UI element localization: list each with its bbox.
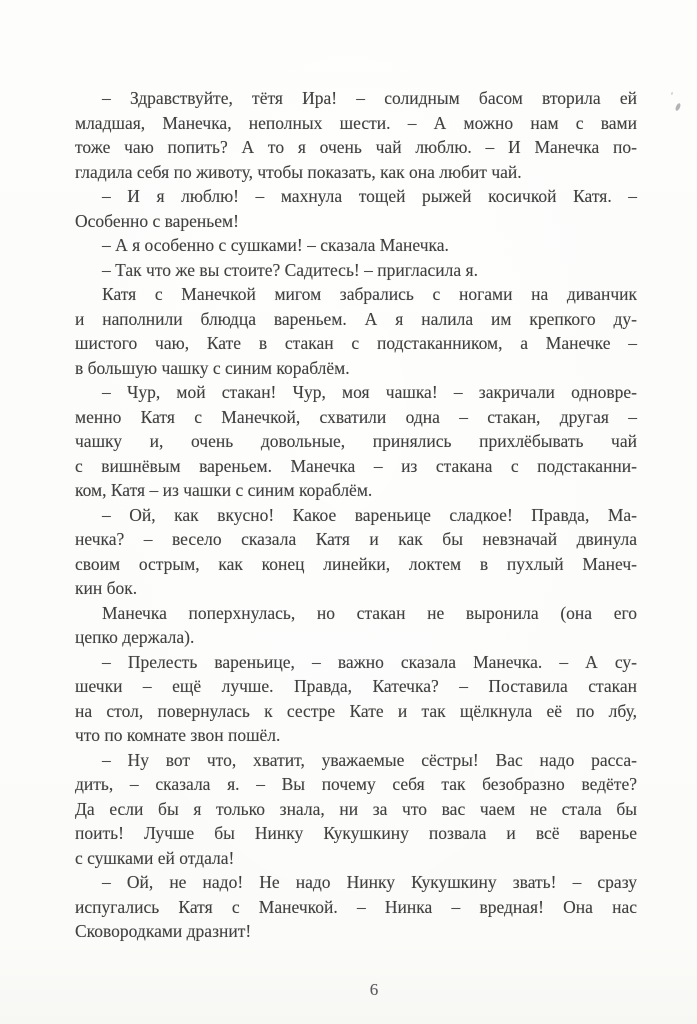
text-line: и наполнили блюдца вареньем. А я налила им крепкого ду- (75, 308, 637, 329)
text-line: поить! Лучше бы Нинку Кукушкину позвала и всё варенье (75, 823, 637, 843)
paragraph (75, 503, 637, 601)
text-line: с вишнёвым вареньем. Манечка – из стакана с подстаканни- (75, 455, 637, 476)
paragraph (75, 601, 637, 650)
paragraph (75, 380, 637, 503)
paragraph (75, 748, 637, 871)
text-line: шистого чаю, Кате в стакан с подстаканником, а Манечке – (75, 333, 637, 353)
text-line: – Здравствуйте, тётя Ира! – солидным басом вторила ей (102, 88, 637, 108)
text-line: младшая, Манечка, неполных шести. – А можно нам с вами (75, 112, 637, 133)
text-line: чашку и, очень довольные, принялись прихлёбывать чай (75, 431, 637, 451)
text-line: испугались Катя с Манечкой. – Нинка – вредная! Она нас (75, 896, 637, 917)
text-line: Сковородками дразнит! (75, 921, 252, 941)
text-line: своим острым, как конец линейки, локтем в пухлый Манеч- (75, 553, 637, 574)
text-line: ком, Катя – из чашки с синим кораблём. (75, 480, 373, 500)
text-line: – Так что же вы стоите? Садитесь! – пригласила я. (102, 259, 478, 280)
paragraph (75, 86, 637, 184)
text-block (75, 86, 637, 944)
paragraph (75, 870, 637, 944)
text-line: – И я люблю! – махнула тощей рыжей косичкой Катя. – (102, 186, 637, 206)
text-line: в большую чашку с синим кораблём. (75, 357, 350, 378)
text-line: Катя с Манечкой мигом забрались с ногами на диванчик (102, 284, 637, 304)
text-line: – Ну вот что, хватит, уважаемые сёстры! Вас надо расса- (102, 749, 637, 770)
scan-speck-icon (675, 103, 681, 112)
text-line: – Чур, мой стакан! Чур, моя чашка! – закричали одновре- (102, 382, 637, 402)
paragraph (75, 650, 637, 748)
text-line: цепко держала). (75, 627, 195, 647)
text-line: на стол, повернулась к сестре Кате и так щёлкнула её по лбу, (75, 700, 637, 721)
text-line: Особенно с вареньем! (75, 210, 239, 231)
text-line: – Прелесть вареньице, – важно сказала Манечка. – А су- (102, 651, 637, 672)
paragraph (75, 184, 637, 233)
page-number: 6 (369, 980, 379, 999)
paragraph (75, 282, 637, 380)
paragraph (75, 258, 637, 283)
text-line: шечки – ещё лучше. Правда, Катечка? – Поставила стакан (75, 676, 637, 696)
text-line: тоже чаю попить? А то я очень чай люблю. – И Манечка по- (75, 137, 637, 157)
text-line: – А я особенно с сушками! – сказала Манечка. (102, 235, 449, 255)
text-line: – Ой, не надо! Не надо Нинку Кукушкину звать! – сразу (102, 872, 637, 892)
scan-speck-icon (671, 92, 674, 95)
text-line: менно Катя с Манечкой, схватили одна – стакан, другая – (75, 406, 637, 427)
text-line: дить, – сказала я. – Вы почему себя так безобразно ведёте? (75, 774, 637, 794)
text-line: кин бок. (75, 578, 138, 598)
text-line: что по комнате звон пошёл. (75, 725, 281, 745)
paragraph (75, 233, 637, 258)
text-line: нечка? – весело сказала Катя и как бы невзначай двинула (75, 529, 637, 549)
text-line: Манечка поперхнулась, но стакан не выронила (она его (102, 602, 637, 623)
text-line: Да если бы я только знала, ни за что вас чаем не стала бы (75, 798, 637, 819)
text-line: с сушками ей отдала! (75, 847, 235, 868)
text-line: – Ой, как вкусно! Какое вареньице сладкое! Правда, Ма- (102, 504, 637, 525)
text-line: гладила себя по животу, чтобы показать, как она любит чай. (75, 161, 522, 182)
